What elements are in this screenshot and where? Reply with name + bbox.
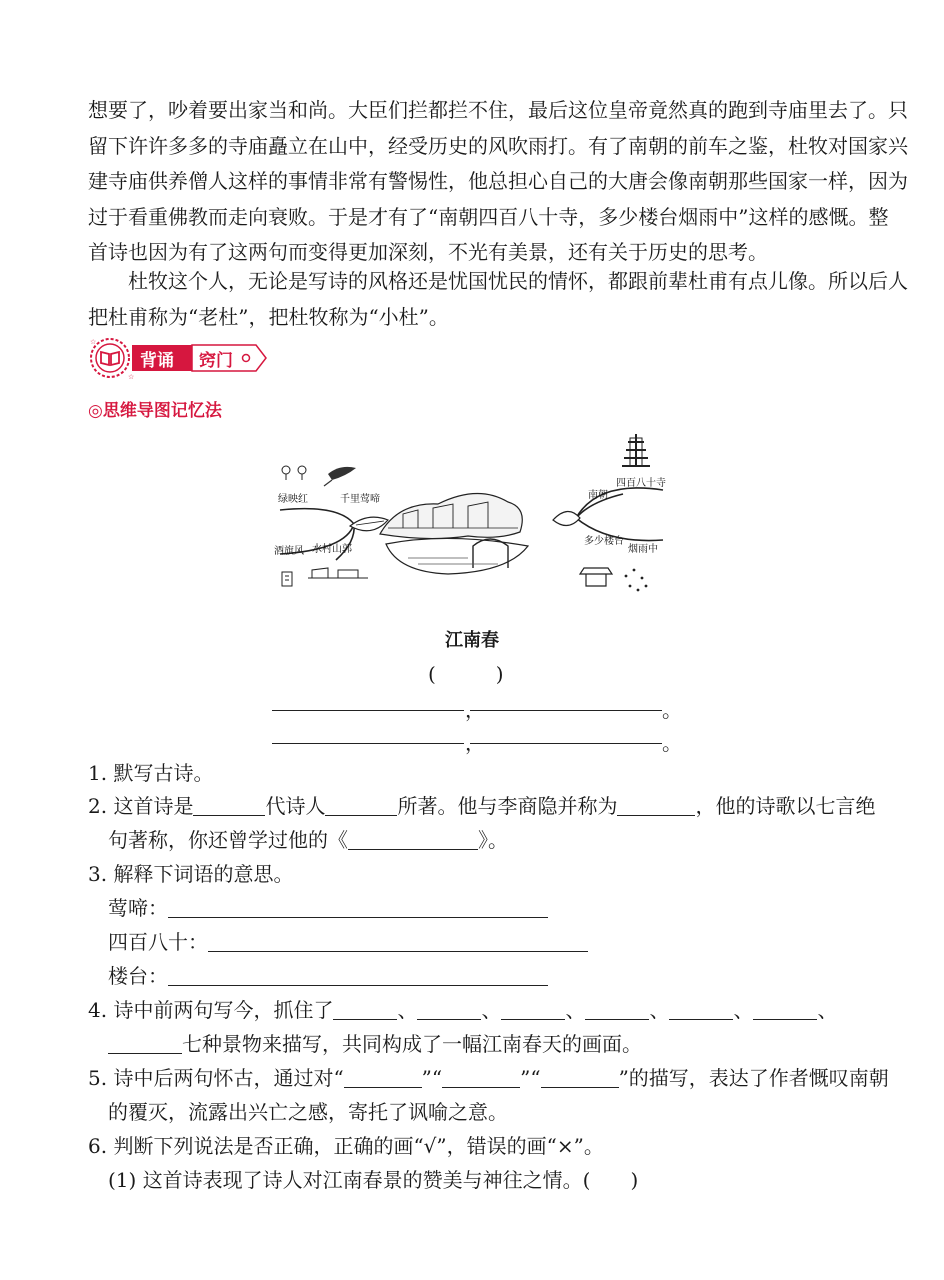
dynasty-blank[interactable] (193, 795, 265, 816)
wine-flag-icon (282, 572, 292, 586)
q4-text: 七种景物来描写，共同构成了一幅江南春天的画面。 (182, 1032, 642, 1056)
scene-blank[interactable] (585, 999, 649, 1020)
q5-text: ”的描写，表达了作者慨叹南朝 (618, 1066, 889, 1090)
image-blank[interactable] (541, 1067, 619, 1088)
mindmap-label: 四百八十寺 (616, 478, 666, 489)
separator: 、 (481, 998, 502, 1022)
period: 。 (662, 698, 682, 722)
mindmap-label: 烟雨中 (628, 544, 658, 555)
village-icon (308, 568, 368, 578)
poem-line-1-blank[interactable] (272, 710, 464, 711)
question-3-term (88, 891, 888, 925)
comma: ， (465, 698, 485, 722)
separator: 、 (649, 998, 670, 1022)
scene-blank[interactable] (333, 999, 397, 1020)
mindmap-label: 多少楼台 (584, 536, 624, 547)
mindmap-label: 酒旗风 (274, 546, 304, 557)
passage-line: 留下许许多多的寺庙矗立在山中，经受历史的风吹雨打。有了南朝的前车之鉴，杜牧对国家兴 (88, 133, 908, 158)
scene-blank[interactable] (417, 999, 481, 1020)
question-5-line-2: 的覆灭，流露出兴亡之感，寄托了讽喻之意。 (108, 1100, 508, 1124)
svg-text:☆: ☆ (128, 373, 135, 379)
mindmap-label: 水村山郭 (312, 544, 352, 555)
term-answer-blank[interactable] (168, 897, 548, 918)
poem-line-3-blank[interactable] (272, 743, 464, 744)
separator: ”“ (520, 1066, 541, 1090)
period: 。 (662, 731, 682, 755)
passage-line: 建寺庙供养僧人这样的事情非常有警惕性，他总担心自己的大唐会像南朝那些国家一样，因为 (88, 169, 908, 193)
separator: 、 (397, 998, 418, 1022)
passage-line: 首诗也因为有了这两句而变得更加深刻，不光有美景，还有关于历史的思考。 (88, 240, 768, 264)
question-1: 1. 默写古诗。 (88, 761, 214, 785)
recitation-tips-badge (88, 337, 278, 379)
q2-text: 句著称，你还曾学过他的《 (108, 828, 348, 852)
scene-blank[interactable] (501, 999, 565, 1020)
temple-building-icon (580, 568, 612, 586)
badge-right-text: 窍门 (199, 351, 233, 371)
passage-line: 把杜甫称为“老杜”，把杜牧称为“小杜”。 (88, 304, 449, 329)
poem-title: 江南春 (445, 630, 499, 651)
q2-text: 》。 (478, 828, 508, 852)
q2-text: ，他的诗歌以七言绝 (695, 794, 876, 818)
author-answer-blank[interactable]: ( ) (428, 662, 504, 686)
pagoda-icon (622, 434, 650, 466)
separator: 、 (733, 998, 754, 1022)
passage-line: 过于看重佛教而走向衰败。于是才有了“南朝四百八十寺，多少楼台烟雨中”这样的感慨。整 (88, 204, 889, 229)
q2-text: 代诗人 (265, 794, 326, 818)
question-6-item-1[interactable]: (1) 这首诗表现了诗人对江南春景的赞美与神往之情。( ) (108, 1168, 639, 1192)
scene-blank[interactable] (669, 999, 733, 1020)
q2-text: 所著。他与李商隐并称为 (397, 794, 618, 818)
passage-line: 想要了，吵着要出家当和尚。大臣们拦都拦不住，最后这位皇帝竟然真的跑到寺庙里去了。只 (88, 98, 908, 122)
term-label: 莺啼： (108, 896, 168, 920)
comma: ， (465, 731, 485, 755)
mind-map-illustration (268, 432, 673, 607)
mind-map-drawing (268, 432, 673, 607)
question-2-line-1 (88, 789, 876, 823)
question-4-line-1 (88, 993, 868, 1027)
flowers-icon (282, 466, 306, 480)
question-3-term (88, 959, 888, 993)
image-blank[interactable] (344, 1067, 422, 1088)
badge-graphic (88, 337, 278, 379)
mindmap-label: 千里莺啼 (340, 494, 380, 505)
term-label: 楼台： (108, 964, 168, 988)
q2-text: 2. 这首诗是 (88, 794, 194, 818)
question-4-line-2 (88, 1027, 888, 1061)
scene-blank[interactable] (753, 999, 817, 1020)
question-3-term (88, 925, 888, 959)
image-blank[interactable] (442, 1067, 520, 1088)
passage-line: 杜牧这个人，无论是写诗的风格还是忧国忧民的情怀，都跟前辈杜甫有点儿像。所以后人 (88, 269, 908, 293)
svg-text:☆: ☆ (90, 338, 97, 346)
passage-paragraph-1 (88, 93, 908, 271)
memory-method-heading: ◎思维导图记忆法 (88, 401, 222, 421)
mindmap-label: 绿映红 (278, 494, 308, 505)
bird-icon (324, 467, 356, 486)
title-blank[interactable] (617, 795, 695, 816)
question-2-line-2 (88, 823, 888, 857)
scene-blank[interactable] (108, 1033, 182, 1054)
q5-text: 5. 诗中后两句怀古，通过对“ (88, 1066, 344, 1090)
poem-line-4-blank[interactable] (470, 743, 662, 744)
passage-paragraph-2 (88, 264, 908, 335)
rain-icon (625, 569, 648, 592)
question-6: 6. 判断下列说法是否正确，正确的画“√”，错误的画“×”。 (88, 1134, 604, 1158)
mindmap-label: 南朝 (588, 490, 608, 501)
term-answer-blank[interactable] (168, 965, 548, 986)
term-answer-blank[interactable] (208, 931, 588, 952)
separator: ”“ (421, 1066, 443, 1090)
badge-left-text: 背诵 (140, 351, 174, 371)
separator: 、 (817, 998, 838, 1022)
poet-blank[interactable] (325, 795, 397, 816)
term-label: 四百八十： (108, 930, 208, 954)
poem-line-2-blank[interactable] (470, 710, 662, 711)
question-3: 3. 解释下词语的意思。 (88, 862, 294, 886)
poem-name-blank[interactable] (348, 829, 478, 850)
q4-text: 4. 诗中前两句写今，抓住了 (88, 998, 334, 1022)
separator: 、 (565, 998, 586, 1022)
question-5-line-1 (88, 1061, 889, 1095)
